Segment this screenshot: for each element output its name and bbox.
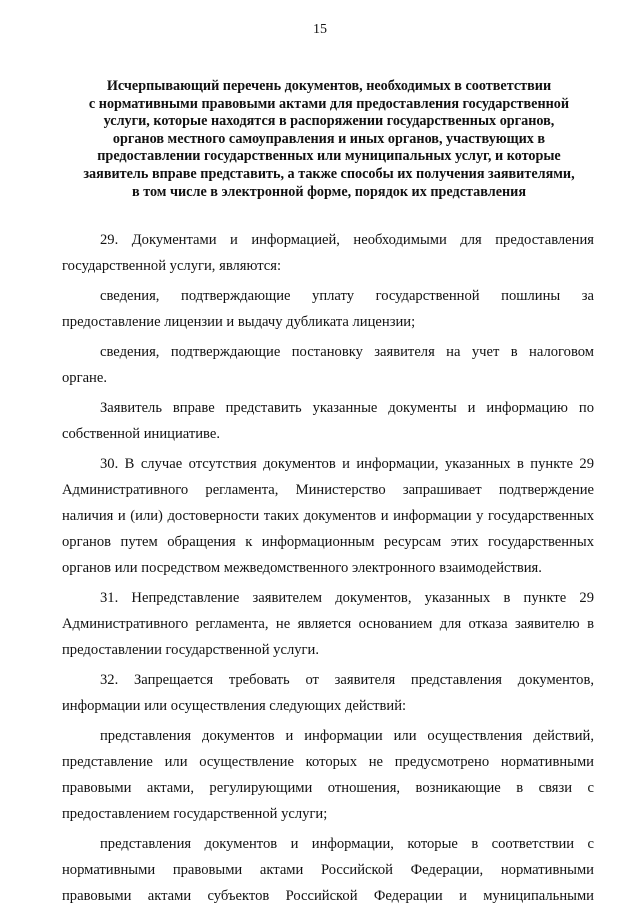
text-line: 32. Запрещается требовать от заявителя представления документов,	[100, 672, 594, 688]
heading-line: с нормативными правовыми актами для предоставления государственной	[88, 95, 570, 112]
text-line: представление или осуществление которых не предусмотрено нормативными	[62, 754, 594, 770]
text-line: представления документов и информации, которые в соответствии с	[100, 836, 594, 852]
page-number: 15	[313, 22, 327, 37]
text-line: представления документов и информации или осуществления действий,	[100, 728, 594, 744]
paragraph-29	[62, 227, 594, 279]
heading-line: Исчерпывающий перечень документов, необходимых в соответствии	[106, 78, 552, 94]
text-line: Административного регламента, не является основанием для отказа заявителю в	[62, 616, 594, 632]
paragraph-tax-registration	[62, 339, 594, 391]
text-line: предоставлении государственной услуги.	[62, 642, 319, 658]
text-line: 31. Непредставление заявителем документов, указанных в пункте 29	[100, 590, 594, 606]
text-line: собственной инициативе.	[62, 426, 220, 442]
text-line: правовыми актами, регулирующими отношения, возникающие в связи с	[62, 780, 594, 796]
text-line: органов путем обращения к информационным ресурсам этих государственных	[62, 534, 594, 550]
text-line: сведения, подтверждающие постановку заявителя на учет в налоговом	[100, 344, 594, 360]
text-line: Заявитель вправе представить указанные документы и информацию по	[100, 400, 594, 416]
heading-line: в том числе в электронной форме, порядок их представления	[131, 183, 527, 200]
text-line: правовыми актами субъектов Российской Федерации и муниципальными	[62, 888, 594, 904]
paragraph-30	[62, 451, 594, 581]
paragraph-fee-info	[62, 283, 594, 335]
text-line: сведения, подтверждающие уплату государственной пошлины за	[100, 288, 594, 304]
text-line: наличия и (или) достоверности таких документов и информации у государственных	[62, 508, 594, 524]
heading-line: услуги, которые находятся в распоряжении государственных органов,	[103, 113, 555, 130]
paragraph-31	[62, 585, 594, 663]
text-line: органе.	[62, 370, 107, 386]
heading-line: заявитель вправе представить, а также способы их получения заявителями,	[83, 165, 575, 182]
text-line: предоставлением государственной услуги;	[62, 806, 328, 822]
paragraph-32	[62, 667, 594, 719]
heading-line: предоставлении государственных или муниципальных услуг, и которые	[97, 148, 561, 165]
text-line: нормативными правовыми актами Российской Федерации, нормативными	[62, 862, 594, 878]
paragraph-applicant-right	[62, 395, 594, 447]
text-line: государственной услуги, являются:	[62, 258, 282, 274]
text-line: информации или осуществления следующих действий:	[62, 698, 407, 714]
paragraph-prohibition-2	[62, 831, 594, 909]
text-line: Административного регламента, Министерство запрашивает подтверждение	[62, 482, 594, 498]
text-line: 29. Документами и информацией, необходимыми для предоставления	[100, 232, 594, 248]
text-line: предоставление лицензии и выдачу дубликата лицензии;	[62, 314, 416, 330]
paragraph-prohibition-1	[62, 723, 594, 827]
section-heading	[64, 78, 594, 201]
document-body	[62, 227, 594, 913]
text-line: органов или посредством межведомственного электронного взаимодействия.	[62, 560, 542, 576]
heading-line: органов местного самоуправления и иных органов, участвующих в	[112, 130, 546, 147]
text-line: 30. В случае отсутствия документов и информации, указанных в пункте 29	[100, 456, 594, 472]
